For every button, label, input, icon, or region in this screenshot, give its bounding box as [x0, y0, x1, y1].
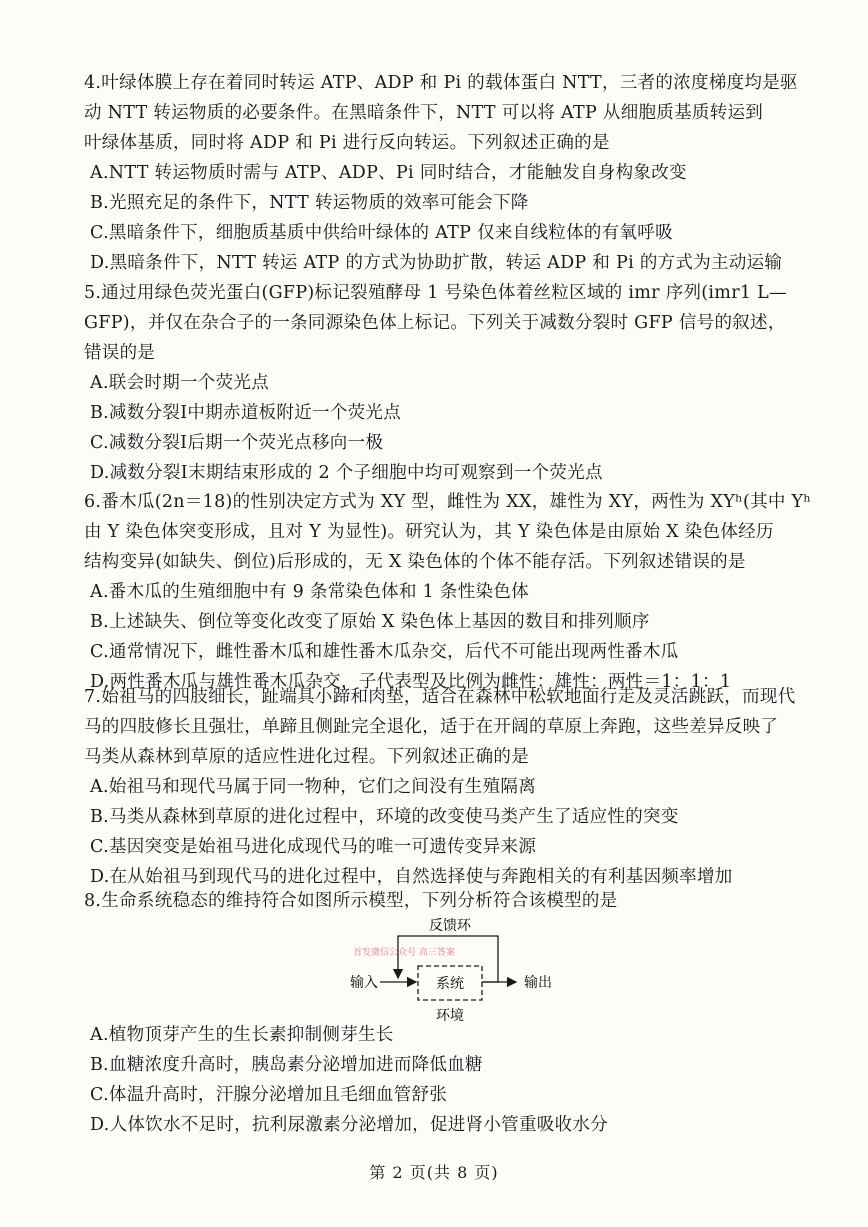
question-4	[84, 68, 814, 278]
q7-option-c: C.基因突变是始祖马进化成现代马的唯一可遗传变异来源	[90, 837, 537, 857]
system-label: 系统	[436, 976, 464, 992]
q4-stem-line-2: 动 NTT 转运物质的必要条件。在黑暗条件下，NTT 可以将 ATP 从细胞质基质转运到	[84, 103, 764, 123]
question-5	[84, 278, 814, 488]
feedback-model-diagram	[332, 918, 572, 1028]
q5-stem-line-1: 5.通过用绿色荧光蛋白(GFP)标记裂殖酵母 1 号染色体着丝粒区域的 imr 序列(imr1 L—	[84, 283, 787, 303]
page-footer: 第 2 页(共 8 页)	[369, 1163, 499, 1182]
q8-option-b: B.血糖浓度升高时，胰岛素分泌增加进而降低血糖	[90, 1055, 483, 1075]
q8-option-c: C.体温升高时，汗腺分泌增加且毛细血管舒张	[90, 1085, 448, 1105]
q5-stem-line-3: 错误的是	[84, 343, 156, 363]
q4-option-c: C.黑暗条件下，细胞质基质中供给叶绿体的 ATP 仅来自线粒体的有氧呼吸	[90, 223, 673, 243]
q8-option-a: A.植物顶芽产生的生长素抑制侧芽生长	[90, 1025, 394, 1045]
q6-stem-line-2: 由 Y 染色体突变形成，且对 Y 为显性)。研究认为，其 Y 染色体是由原始 X 染色体经历	[84, 522, 774, 542]
question-6	[84, 487, 814, 697]
q8-option-d: D.人体饮水不足时，抗利尿激素分泌增加，促进肾小管重吸收水分	[90, 1115, 608, 1135]
q8-stem-line-1: 8.生命系统稳态的维持符合如图所示模型，下列分析符合该模型的是	[84, 891, 618, 911]
feedback-label: 反馈环	[429, 918, 471, 934]
question-8-options	[84, 1020, 814, 1140]
q4-option-a: A.NTT 转运物质时需与 ATP、ADP、Pi 同时结合，才能触发自身构象改变	[90, 163, 687, 183]
q5-option-b: B.减数分裂Ⅰ中期赤道板附近一个荧光点	[90, 403, 402, 423]
q4-option-b: B.光照充足的条件下，NTT 转运物质的效率可能会下降	[90, 193, 529, 213]
q5-option-d: D.减数分裂Ⅰ末期结束形成的 2 个子细胞中均可观察到一个荧光点	[90, 463, 603, 483]
q4-stem-line-3: 叶绿体基质，同时将 ADP 和 Pi 进行反向转运。下列叙述正确的是	[84, 133, 610, 153]
q7-stem-line-3: 马类从森林到草原的适应性进化过程。下列叙述正确的是	[84, 747, 529, 767]
input-label: 输入	[350, 975, 378, 991]
environment-label: 环境	[436, 1008, 464, 1024]
q7-option-d: D.在从始祖马到现代马的进化过程中，自然选择使与奔跑相关的有利基因频率增加	[90, 867, 733, 887]
q6-option-d: D.两性番木瓜与雄性番木瓜杂交，子代表型及比例为雌性：雄性：两性＝1：1：1	[90, 672, 732, 692]
q7-stem-line-1: 7.始祖马的四肢细长，趾端具小蹄和肉垫，适合在森林中松软地面行走及灵活跳跃，而现代	[84, 687, 796, 707]
q6-option-a: A.番木瓜的生殖细胞中有 9 条常染色体和 1 条性染色体	[90, 582, 529, 602]
q5-option-a: A.联会时期一个荧光点	[90, 373, 269, 393]
watermark-text: 首发微信公众号 高三答案	[353, 948, 455, 958]
q6-stem-line-1: 6.番木瓜(2n＝18)的性别决定方式为 XY 型，雌性为 XX，雄性为 XY，两性为 XYʰ(其中 Yʰ	[84, 492, 812, 512]
question-8-stem	[84, 886, 814, 916]
q4-stem-line-1: 4.叶绿体膜上存在着同时转运 ATP、ADP 和 Pi 的载体蛋白 NTT，三者的浓度梯度均是驱	[84, 73, 798, 93]
q6-option-b: B.上述缺失、倒位等变化改变了原始 X 染色体上基因的数目和排列顺序	[90, 612, 650, 632]
q5-stem-line-2: GFP)，并仅在杂合子的一条同源染色体上标记。下列关于减数分裂时 GFP 信号的叙述，	[84, 313, 786, 333]
q6-stem-line-3: 结构变异(如缺失、倒位)后形成的，无 X 染色体的个体不能存活。下列叙述错误的是	[84, 552, 746, 572]
output-label: 输出	[524, 975, 552, 991]
q6-option-c: C.通常情况下，雌性番木瓜和雄性番木瓜杂交，后代不可能出现两性番木瓜	[90, 642, 679, 662]
q4-option-d: D.黑暗条件下，NTT 转运 ATP 的方式为协助扩散，转运 ADP 和 Pi 的方式为主动运输	[90, 253, 783, 273]
question-7	[84, 682, 814, 892]
feedback-model-svg	[332, 918, 572, 1028]
q5-option-c: C.减数分裂Ⅰ后期一个荧光点移向一极	[90, 433, 384, 453]
q7-option-a: A.始祖马和现代马属于同一物种，它们之间没有生殖隔离	[90, 777, 536, 797]
q7-stem-line-2: 马的四肢修长且强壮，单蹄且侧趾完全退化，适于在开阔的草原上奔跑，这些差异反映了	[84, 717, 779, 737]
q7-option-b: B.马类从森林到草原的进化过程中，环境的改变使马类产生了适应性的突变	[90, 807, 679, 827]
